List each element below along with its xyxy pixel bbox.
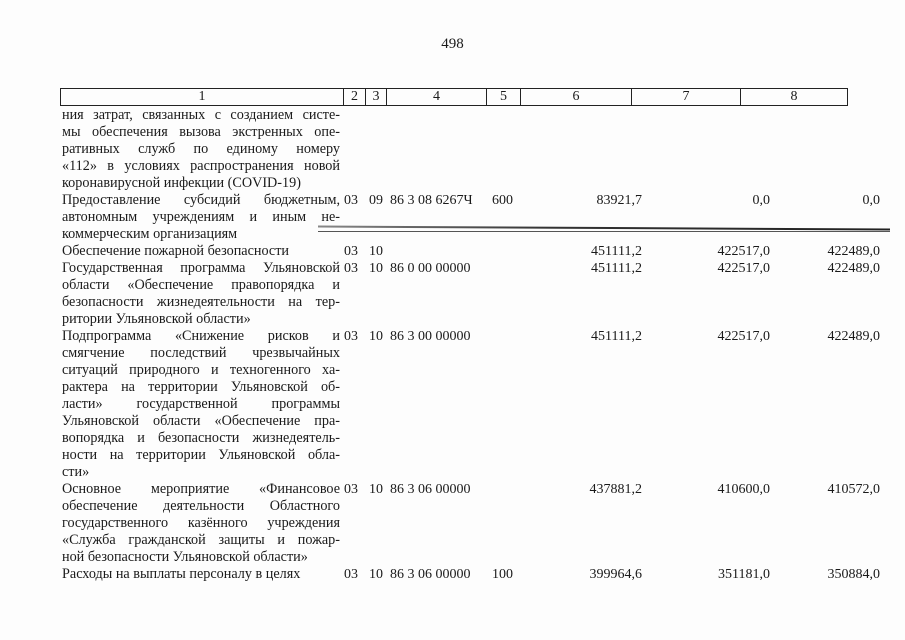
header-col-4: 4 <box>387 89 487 105</box>
header-col-5: 5 <box>487 89 521 105</box>
cell-c4: 86 3 00 00000 <box>390 329 471 344</box>
description-line: ративных служб по единому номеру <box>62 141 340 157</box>
table-header <box>60 88 848 106</box>
description-line: Предоставление субсидий бюджетным, <box>62 192 340 208</box>
cell-c4: 86 3 08 6267Ч <box>390 193 473 208</box>
scan-artifact-line <box>318 231 890 232</box>
description-line: Подпрограмма «Снижение рисков и <box>62 328 340 344</box>
description-line: смягчение последствий чрезвычайных <box>62 345 340 361</box>
table-row <box>60 260 880 328</box>
table-row <box>60 107 848 192</box>
description-line: ности на территории Ульяновской обла- <box>62 447 340 463</box>
row-description <box>60 328 342 481</box>
description-line: ния затрат, связанных с созданием систе- <box>62 107 340 123</box>
description-line: вопорядка и безопасности жизнедеятель- <box>62 430 340 446</box>
header-col-3: 3 <box>366 89 387 105</box>
cell-c6: 437881,2 <box>589 482 642 497</box>
description-line: ной безопасности Ульяновской области» <box>62 549 308 565</box>
description-line: коронавирусной инфекции (COVID-19) <box>62 175 301 191</box>
header-col-2: 2 <box>344 89 366 105</box>
cell-c6: 451111,2 <box>591 244 642 259</box>
cell-c8: 422489,0 <box>827 244 880 259</box>
row-description <box>60 192 342 243</box>
cell-c3: 10 <box>369 261 383 276</box>
row-description <box>60 481 342 566</box>
description-line: сти» <box>62 464 90 480</box>
table-body <box>60 107 880 583</box>
description-line: ритории Ульяновской области» <box>62 311 251 327</box>
cell-c4: 86 0 00 00000 <box>390 261 471 276</box>
header-col-8: 8 <box>790 89 798 104</box>
table-row <box>60 566 880 583</box>
cell-c8: 422489,0 <box>827 329 880 344</box>
description-line: Обеспечение пожарной безопасности <box>62 243 290 259</box>
cell-c4: 86 3 06 00000 <box>390 482 471 497</box>
cell-c7: 0,0 <box>752 193 770 208</box>
cell-c6: 399964,6 <box>589 567 642 582</box>
table-row <box>60 192 880 243</box>
description-line: Государственная программа Ульяновской <box>62 260 340 276</box>
description-line: автономным учреждениям и иным не- <box>62 209 340 225</box>
cell-c4: 86 3 06 00000 <box>390 567 471 582</box>
cell-c7: 422517,0 <box>717 244 770 259</box>
cell-c3: 10 <box>369 329 383 344</box>
cell-c7: 410600,0 <box>717 482 770 497</box>
cell-c5: 100 <box>492 567 513 582</box>
description-line: мы обеспечения вызова экстренных опе- <box>62 124 340 140</box>
row-description <box>60 107 342 192</box>
row-description <box>60 260 342 328</box>
header-col-1: 1 <box>61 89 344 105</box>
cell-c7: 422517,0 <box>717 329 770 344</box>
cell-c6: 451111,2 <box>591 329 642 344</box>
description-line: ситуаций природного и техногенного ха- <box>62 362 340 378</box>
cell-c6: 451111,2 <box>591 261 642 276</box>
cell-c8: 0,0 <box>862 193 880 208</box>
cell-c7: 351181,0 <box>718 567 770 582</box>
description-line: рактера на территории Ульяновской об- <box>62 379 340 395</box>
cell-c7: 422517,0 <box>717 261 770 276</box>
cell-c6: 83921,7 <box>596 193 642 208</box>
cell-c2: 03 <box>344 244 358 259</box>
description-line: коммерческим организациям <box>62 226 238 242</box>
header-col-7: 7 <box>632 89 741 105</box>
description-line: безопасности жизнедеятельности на тер- <box>62 294 340 310</box>
description-line: «Служба гражданской защиты и пожар- <box>62 532 340 548</box>
row-description <box>60 243 342 260</box>
header-col-6: 6 <box>521 89 632 105</box>
cell-c8: 410572,0 <box>827 482 880 497</box>
cell-c2: 03 <box>344 567 358 582</box>
cell-c2: 03 <box>344 329 358 344</box>
description-line: Основное мероприятие «Финансовое <box>62 481 340 497</box>
cell-c3: 10 <box>369 567 383 582</box>
cell-c8: 422489,0 <box>827 261 880 276</box>
table-row <box>60 243 880 260</box>
cell-c3: 09 <box>369 193 383 208</box>
table-row <box>60 328 880 481</box>
description-line: государственного казённого учреждения <box>62 515 340 531</box>
cell-c2: 03 <box>344 482 358 497</box>
cell-c2: 03 <box>344 261 358 276</box>
description-line: ласти» государственной программы <box>62 396 340 412</box>
table-row <box>60 481 880 566</box>
cell-c2: 03 <box>344 193 358 208</box>
cell-c5: 600 <box>492 193 513 208</box>
description-line: «112» в условиях распространения новой <box>62 158 340 174</box>
row-description <box>60 566 342 583</box>
description-line: обеспечение деятельности Областного <box>62 498 340 514</box>
description-line: Ульяновской области «Обеспечение пра- <box>62 413 340 429</box>
description-line: Расходы на выплаты персоналу в целях <box>62 566 301 582</box>
cell-c3: 10 <box>369 482 383 497</box>
page-number: 498 <box>441 36 464 52</box>
cell-c3: 10 <box>369 244 383 259</box>
description-line: области «Обеспечение правопорядка и <box>62 277 340 293</box>
cell-c8: 350884,0 <box>827 567 880 582</box>
